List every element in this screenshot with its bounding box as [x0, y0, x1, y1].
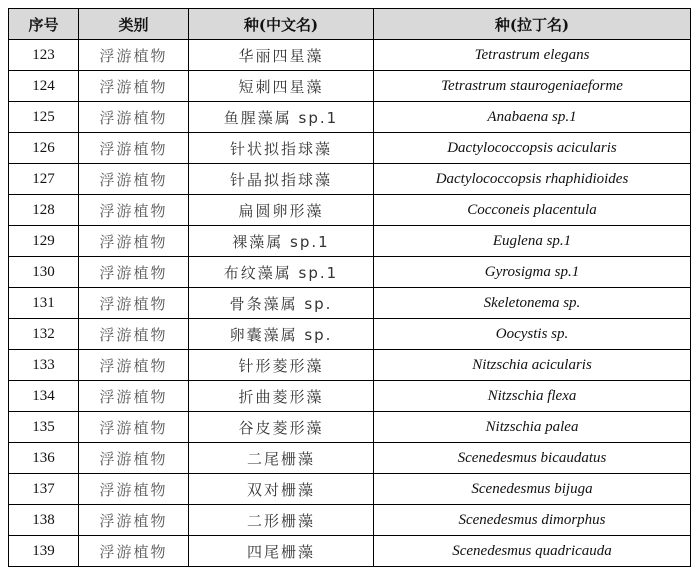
chinese-name-cell: 二尾栅藻 — [189, 443, 374, 474]
category-cell: 浮游植物 — [79, 319, 189, 350]
table-row — [9, 257, 691, 288]
latin-name-cell: Nitzschia acicularis — [374, 350, 691, 381]
table-row — [9, 102, 691, 133]
latin-name-cell: Anabaena sp.1 — [374, 102, 691, 133]
table-row — [9, 412, 691, 443]
serial-number-cell: 127 — [9, 164, 79, 195]
category-cell: 浮游植物 — [79, 40, 189, 71]
latin-name-cell: Oocystis sp. — [374, 319, 691, 350]
chinese-name-cell: 鱼腥藻属 sp.1 — [189, 102, 374, 133]
latin-name-cell: Skeletonema sp. — [374, 288, 691, 319]
latin-name-cell: Scenedesmus quadricauda — [374, 536, 691, 567]
serial-number-cell: 133 — [9, 350, 79, 381]
table-row — [9, 288, 691, 319]
table-body — [9, 40, 691, 567]
table-row — [9, 226, 691, 257]
chinese-name-cell: 四尾栅藻 — [189, 536, 374, 567]
table-row — [9, 381, 691, 412]
serial-number-cell: 129 — [9, 226, 79, 257]
chinese-name-cell: 华丽四星藻 — [189, 40, 374, 71]
serial-number-cell: 137 — [9, 474, 79, 505]
serial-number-cell: 138 — [9, 505, 79, 536]
table-row — [9, 536, 691, 567]
serial-number-cell: 131 — [9, 288, 79, 319]
serial-number-cell: 135 — [9, 412, 79, 443]
chinese-name-cell: 折曲菱形藻 — [189, 381, 374, 412]
category-cell: 浮游植物 — [79, 536, 189, 567]
table-row — [9, 164, 691, 195]
latin-name-cell: Euglena sp.1 — [374, 226, 691, 257]
table-row — [9, 133, 691, 164]
serial-number-cell: 126 — [9, 133, 79, 164]
table-row — [9, 71, 691, 102]
category-cell: 浮游植物 — [79, 505, 189, 536]
latin-name-cell: Nitzschia palea — [374, 412, 691, 443]
serial-number-cell: 139 — [9, 536, 79, 567]
chinese-name-cell: 短刺四星藻 — [189, 71, 374, 102]
table-row — [9, 195, 691, 226]
category-cell: 浮游植物 — [79, 257, 189, 288]
chinese-name-cell: 布纹藻属 sp.1 — [189, 257, 374, 288]
latin-name-cell: Scenedesmus bicaudatus — [374, 443, 691, 474]
header-category: 类别 — [79, 9, 189, 40]
chinese-name-cell: 谷皮菱形藻 — [189, 412, 374, 443]
header-chinese-name: 种(中文名) — [189, 9, 374, 40]
serial-number-cell: 124 — [9, 71, 79, 102]
category-cell: 浮游植物 — [79, 381, 189, 412]
table-row — [9, 505, 691, 536]
latin-name-cell: Nitzschia flexa — [374, 381, 691, 412]
chinese-name-cell: 骨条藻属 sp. — [189, 288, 374, 319]
latin-name-cell: Tetrastrum staurogeniaeforme — [374, 71, 691, 102]
category-cell: 浮游植物 — [79, 71, 189, 102]
latin-name-cell: Gyrosigma sp.1 — [374, 257, 691, 288]
chinese-name-cell: 扁圆卵形藻 — [189, 195, 374, 226]
category-cell: 浮游植物 — [79, 195, 189, 226]
category-cell: 浮游植物 — [79, 102, 189, 133]
table-row — [9, 319, 691, 350]
serial-number-cell: 130 — [9, 257, 79, 288]
category-cell: 浮游植物 — [79, 288, 189, 319]
table-row — [9, 40, 691, 71]
header-row — [9, 9, 691, 40]
serial-number-cell: 123 — [9, 40, 79, 71]
table-row — [9, 474, 691, 505]
chinese-name-cell: 裸藻属 sp.1 — [189, 226, 374, 257]
category-cell: 浮游植物 — [79, 133, 189, 164]
serial-number-cell: 134 — [9, 381, 79, 412]
serial-number-cell: 136 — [9, 443, 79, 474]
chinese-name-cell: 二形栅藻 — [189, 505, 374, 536]
table-row — [9, 443, 691, 474]
latin-name-cell: Dactylococcopsis acicularis — [374, 133, 691, 164]
latin-name-cell: Tetrastrum elegans — [374, 40, 691, 71]
latin-name-cell: Scenedesmus bijuga — [374, 474, 691, 505]
category-cell: 浮游植物 — [79, 412, 189, 443]
category-cell: 浮游植物 — [79, 350, 189, 381]
category-cell: 浮游植物 — [79, 164, 189, 195]
chinese-name-cell: 卵囊藻属 sp. — [189, 319, 374, 350]
table-row — [9, 350, 691, 381]
serial-number-cell: 128 — [9, 195, 79, 226]
header-serial-number: 序号 — [9, 9, 79, 40]
chinese-name-cell: 针状拟指球藻 — [189, 133, 374, 164]
category-cell: 浮游植物 — [79, 443, 189, 474]
latin-name-cell: Cocconeis placentula — [374, 195, 691, 226]
chinese-name-cell: 针形菱形藻 — [189, 350, 374, 381]
header-latin-name: 种(拉丁名) — [374, 9, 691, 40]
serial-number-cell: 132 — [9, 319, 79, 350]
chinese-name-cell: 针晶拟指球藻 — [189, 164, 374, 195]
serial-number-cell: 125 — [9, 102, 79, 133]
latin-name-cell: Dactylococcopsis rhaphidioides — [374, 164, 691, 195]
chinese-name-cell: 双对栅藻 — [189, 474, 374, 505]
category-cell: 浮游植物 — [79, 474, 189, 505]
latin-name-cell: Scenedesmus dimorphus — [374, 505, 691, 536]
species-table — [8, 8, 691, 567]
table-header — [9, 9, 691, 40]
category-cell: 浮游植物 — [79, 226, 189, 257]
